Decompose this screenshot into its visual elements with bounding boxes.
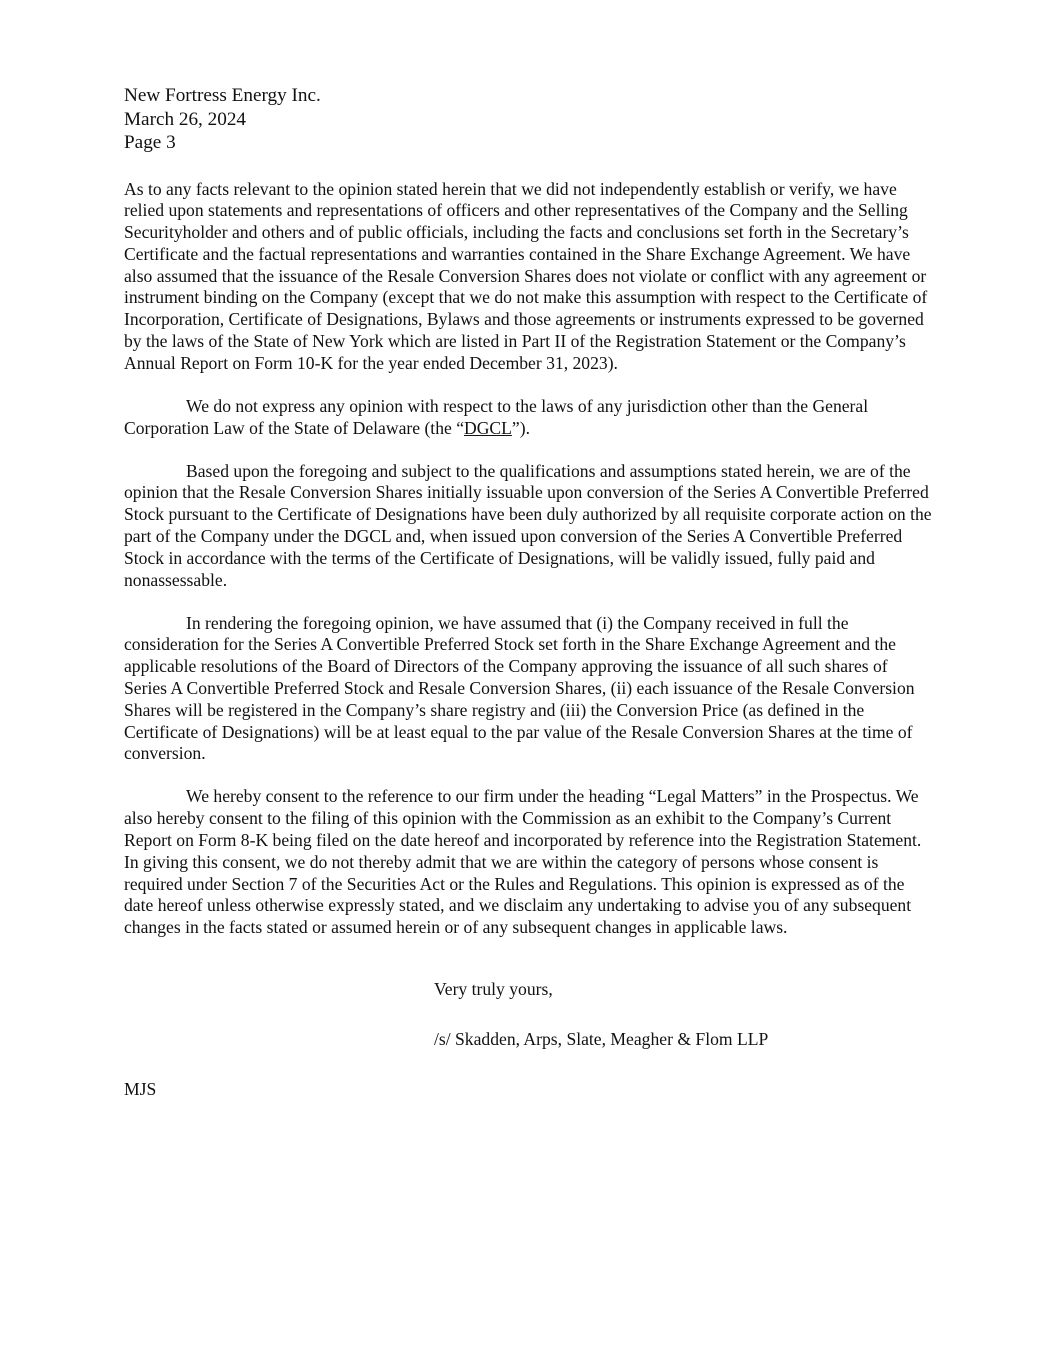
letter-header xyxy=(124,84,934,155)
signature-line: /s/ Skadden, Arps, Slate, Meagher & Flom LLP xyxy=(434,1028,769,1049)
paragraph-assumptions: In rendering the foregoing opinion, we have assumed that (i) the Company received in full the consideration for the Series A Convertible Preferred Stock set forth in the Share Exchange Agreement and the applicable resolutions of the Board of Directors of the Company approving the issuance of all such shares of Series A Convertible Preferred Stock and Resale Conversion Shares, (ii) each issuance of the Resale Conversion Shares will be registered in the Company’s share registry and (iii) the Conversion Price (as defined in the Certificate of Designations) will be at least equal to the par value of the Resale Conversion Shares at the time of conversion. xyxy=(124,612,915,764)
letter-page xyxy=(124,84,934,1100)
author-initials: MJS xyxy=(124,1078,157,1099)
paragraph-jurisdiction-text: We do not express any opinion with respect to the laws of any jurisdiction other than the General Corporation Law of the State of Delaware (the “ xyxy=(124,395,869,438)
defined-term-dgcl: DGCL xyxy=(464,417,512,438)
page-number: Page 3 xyxy=(124,132,176,153)
closing-block xyxy=(434,979,934,1051)
letter-date: March 26, 2024 xyxy=(124,108,247,130)
paragraph-opinion: Based upon the foregoing and subject to the qualifications and assumptions stated herein, we are of the opinion that the Resale Conversion Shares initially issuable upon conversion of the Series A Convertible Preferred Stock pursuant to the Certificate of Designations have been duly authorized by all requisite corporate action on the part of the Company under the DGCL and, when issued upon conversion of the Series A Convertible Preferred Stock in accordance with the terms of the Certificate of Designations, will be validly issued, fully paid and nonassessable. xyxy=(124,460,932,590)
paragraph-jurisdiction-end: ”). xyxy=(511,417,530,438)
addressee: New Fortress Energy Inc. xyxy=(124,85,321,106)
paragraph-facts-relied-upon: As to any facts relevant to the opinion stated herein that we did not independently establish or verify, we have relied upon statements and representations of officers and other representatives of the Company and the Selling Securityholder and others and of public officials, including the facts and conclusions set forth in the Secretary’s Certificate and the factual representations and warranties contained in the Share Exchange Agreement. We have also assumed that the issuance of the Resale Conversion Shares does not violate or conflict with any agreement or instrument binding on the Company (except that we do not make this assumption with respect to the Certificate of Incorporation, Certificate of Designations, Bylaws and those agreements or instruments expressed to be governed by the laws of the State of New York which are listed in Part II of the Registration Statement or the Company’s Annual Report on Form 10-K for the year ended December 31, 2023). xyxy=(124,178,928,373)
paragraph-consent: We hereby consent to the reference to our firm under the heading “Legal Matters” in the Prospectus. We also hereby consent to the filing of this opinion with the Commission as an exhibit to the Company’s Current Report on Form 8-K being filed on the date hereof and incorporated by reference into the Registration Statement. In giving this consent, we do not thereby admit that we are within the category of persons whose consent is required under Section 7 of the Securities Act or the Rules and Regulations. This opinion is expressed as of the date hereof unless otherwise expressly stated, and we disclaim any undertaking to advise you of any subsequent changes in the facts stated or assumed herein or of any subsequent changes in applicable laws. xyxy=(124,786,922,938)
closing-salutation: Very truly yours, xyxy=(434,978,553,999)
paragraph-jurisdiction xyxy=(124,396,934,440)
